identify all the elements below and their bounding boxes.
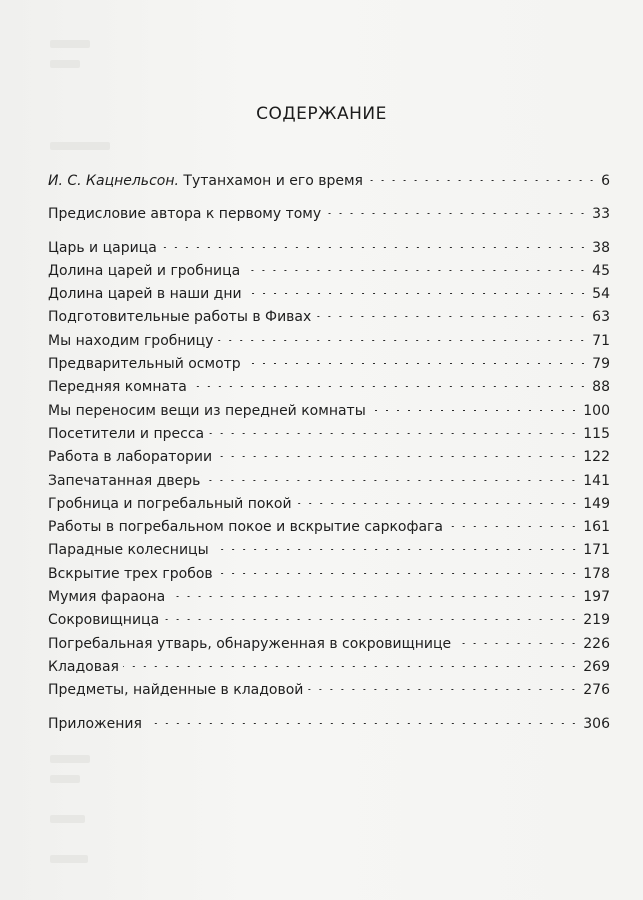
toc-entry-page: 63: [592, 309, 610, 326]
contents-heading: СОДЕРЖАНИЕ: [256, 104, 387, 124]
dot-leader: [217, 340, 588, 341]
dot-leader: [191, 386, 588, 387]
toc-entry[interactable]: [48, 516, 610, 539]
toc-entry[interactable]: [48, 170, 610, 193]
toc-entry-title: Мумия фараона: [48, 589, 166, 606]
toc-entry-title: Гробница и погребальный покой: [48, 495, 292, 512]
bleed-through-mark: [50, 60, 80, 68]
toc-entry-title: Предварительный осмотр: [48, 356, 241, 373]
bleed-through-mark: [50, 755, 90, 763]
toc-entry-title: Царь и царица: [48, 239, 157, 256]
dot-leader: [296, 503, 580, 504]
toc-entry-page: 122: [583, 449, 610, 466]
dot-leader: [213, 549, 580, 550]
toc-entry-page: 306: [583, 715, 610, 732]
dot-leader: [370, 410, 580, 411]
toc-entry-page: 171: [583, 542, 610, 559]
toc-entry-page: 276: [583, 682, 610, 699]
toc-entry[interactable]: [48, 633, 610, 656]
toc-entry-title: [48, 170, 363, 193]
toc-entry[interactable]: [48, 330, 610, 353]
toc-entry-title: Предисловие автора к первому тому: [48, 206, 322, 223]
dot-leader: [204, 480, 579, 481]
dot-leader: [217, 573, 580, 574]
toc-entry-title: Вскрытие трех гробов: [48, 565, 213, 582]
toc-entry-title: Запечатанная дверь: [48, 472, 201, 489]
dot-leader: [216, 456, 579, 457]
dot-leader: [325, 213, 588, 214]
toc-entry-page: 226: [583, 635, 610, 652]
toc-entry-title: Предметы, найденные в кладовой: [48, 682, 304, 699]
toc-entry-page: 178: [583, 565, 610, 582]
toc-entry-title: Погребальная утварь, обнаруженная в сокровищнице: [48, 635, 452, 652]
toc-entry-title: Передняя комната: [48, 379, 187, 396]
toc-entry-page: 38: [592, 239, 610, 256]
dot-leader: [307, 689, 579, 690]
toc-entry[interactable]: [48, 423, 610, 446]
bleed-through-mark: [50, 40, 90, 48]
dot-leader: [315, 316, 588, 317]
toc-entry[interactable]: [48, 353, 610, 376]
dot-leader: [208, 433, 579, 434]
toc-entry-page: 54: [592, 286, 610, 303]
toc-entry[interactable]: [48, 493, 610, 516]
dot-leader: [455, 643, 579, 644]
toc-entry-title: Посетители и пресса: [48, 425, 205, 442]
toc-entry-page: 100: [583, 402, 610, 419]
toc-entry-author: И. С. Кацнельсон.: [48, 173, 179, 189]
dot-leader: [244, 270, 588, 271]
toc-entry-page: 71: [592, 332, 610, 349]
toc-entry-title-text: Тутанхамон и его время: [178, 173, 363, 189]
toc-entry-title: Кладовая: [48, 658, 119, 675]
toc-entry-page: 88: [592, 379, 610, 396]
toc-entry-page: 219: [583, 612, 610, 629]
toc-entry[interactable]: [48, 203, 610, 226]
dot-leader: [161, 247, 588, 248]
dot-leader: [169, 596, 579, 597]
bleed-through-mark: [50, 855, 88, 863]
toc-entry[interactable]: [48, 400, 610, 423]
toc-entry[interactable]: [48, 609, 610, 632]
toc-entry-page: 161: [583, 519, 610, 536]
toc-entry[interactable]: [48, 260, 610, 283]
toc-entry-page: 45: [592, 262, 610, 279]
toc-entry-title: Долина царей и гробница: [48, 262, 241, 279]
toc-entry[interactable]: [48, 713, 610, 736]
toc-entry-page: 115: [583, 425, 610, 442]
toc-entry-title: Сокровищница: [48, 612, 160, 629]
dot-leader: [123, 666, 579, 667]
toc-entry[interactable]: [48, 237, 610, 260]
toc-entry[interactable]: [48, 306, 610, 329]
dot-leader: [367, 180, 597, 181]
dot-leader: [447, 526, 579, 527]
toc-entry-title: Мы находим гробницу: [48, 332, 214, 349]
toc-entry[interactable]: [48, 563, 610, 586]
toc-entry[interactable]: [48, 470, 610, 493]
toc-entry[interactable]: [48, 446, 610, 469]
toc-entry-title: Долина царей в наши дни: [48, 286, 242, 303]
dot-leader: [163, 619, 579, 620]
dot-leader: [245, 363, 588, 364]
toc-entry-title: Приложения: [48, 715, 142, 732]
toc-entry[interactable]: [48, 283, 610, 306]
table-of-contents: [48, 170, 610, 736]
toc-entry-title: Работы в погребальном покое и вскрытие саркофага: [48, 519, 443, 536]
toc-entry-title: Парадные колесницы: [48, 542, 209, 559]
toc-entry-title: Подготовительные работы в Фивах: [48, 309, 312, 326]
toc-entry-title: Работа в лаборатории: [48, 449, 213, 466]
toc-entry-page: 269: [583, 658, 610, 675]
toc-entry[interactable]: [48, 586, 610, 609]
toc-entry-title: Мы переносим вещи из передней комнаты: [48, 402, 366, 419]
toc-entry-page: 197: [583, 589, 610, 606]
toc-entry-page: 6: [601, 173, 610, 189]
toc-entry[interactable]: [48, 656, 610, 679]
toc-entry[interactable]: [48, 539, 610, 562]
bleed-through-mark: [50, 815, 85, 823]
toc-entry-page: 149: [583, 495, 610, 512]
bleed-through-mark: [50, 775, 80, 783]
toc-entry[interactable]: [48, 679, 610, 702]
toc-entry-page: 141: [583, 472, 610, 489]
toc-entry-page: 79: [592, 356, 610, 373]
bleed-through-mark: [50, 142, 110, 150]
dot-leader: [146, 723, 579, 724]
toc-entry-page: 33: [592, 206, 610, 223]
dot-leader: [246, 293, 589, 294]
toc-entry[interactable]: [48, 376, 610, 399]
